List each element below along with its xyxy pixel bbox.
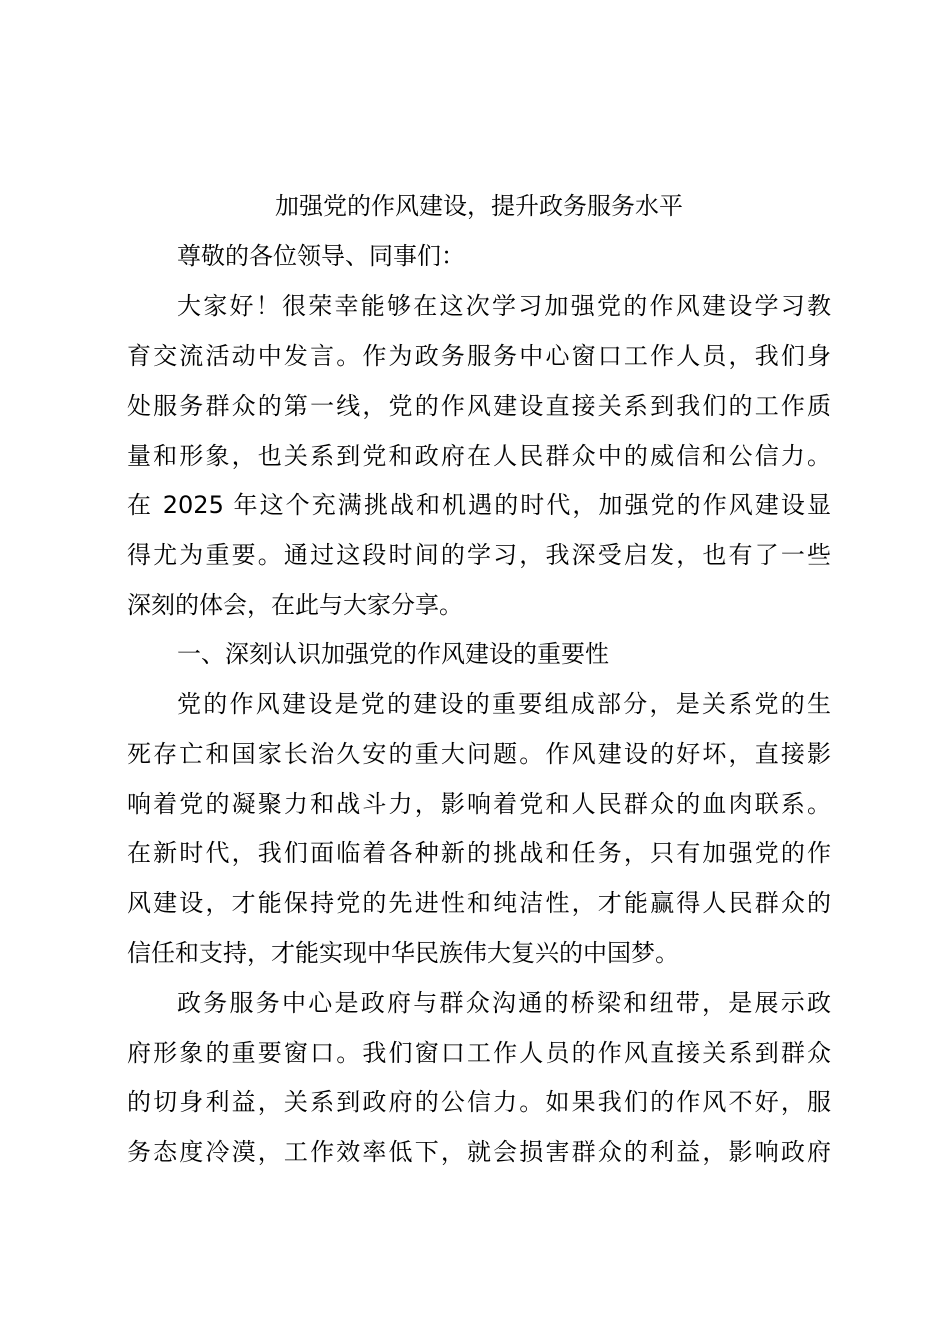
- document-title: 加强党的作风建设，提升政务服务水平: [275, 192, 683, 220]
- section-paragraph-2-line-2: 府形象的重要窗口。我们窗口工作人员的作风直接关系到群众: [127, 1039, 831, 1067]
- paragraph-1-line-5: 在 2025 年这个充满挑战和机遇的时代，加强党的作风建设显: [127, 491, 831, 519]
- section-heading: 一、深刻认识加强党的作风建设的重要性: [177, 640, 609, 668]
- section-paragraph-1-line-1: 党的作风建设是党的建设的重要组成部分，是关系党的生: [177, 690, 831, 718]
- paragraph-1-line-3: 处服务群众的第一线，党的作风建设直接关系到我们的工作质: [127, 392, 831, 420]
- paragraph-1-line-4: 量和形象，也关系到党和政府在人民群众中的威信和公信力。: [127, 442, 831, 470]
- section-paragraph-2-line-4: 务态度冷漠，工作效率低下，就会损害群众的利益，影响政府: [127, 1138, 831, 1166]
- paragraph-1-line-2: 育交流活动中发言。作为政务服务中心窗口工作人员，我们身: [127, 342, 831, 370]
- section-paragraph-1-line-3: 响着党的凝聚力和战斗力，影响着党和人民群众的血肉联系。: [127, 790, 831, 818]
- section-paragraph-1-line-5: 风建设，才能保持党的先进性和纯洁性，才能赢得人民群众的: [127, 889, 831, 917]
- paragraph-1-line-1: 大家好！很荣幸能够在这次学习加强党的作风建设学习教: [177, 292, 831, 320]
- section-paragraph-2-line-1: 政务服务中心是政府与群众沟通的桥梁和纽带，是展示政: [177, 989, 831, 1017]
- paragraph-1-line-6: 得尤为重要。通过这段时间的学习，我深受启发，也有了一些: [127, 541, 831, 569]
- salutation: 尊敬的各位领导、同事们：: [177, 242, 465, 270]
- section-paragraph-1-line-2: 死存亡和国家长治久安的重大问题。作风建设的好坏，直接影: [127, 740, 831, 768]
- section-paragraph-2-line-3: 的切身利益，关系到政府的公信力。如果我们的作风不好，服: [127, 1088, 831, 1116]
- paragraph-1-line-7: 深刻的体会，在此与大家分享。: [127, 591, 463, 619]
- section-paragraph-1-line-4: 在新时代，我们面临着各种新的挑战和任务，只有加强党的作: [127, 839, 831, 867]
- section-paragraph-1-line-6: 信任和支持，才能实现中华民族伟大复兴的中国梦。: [127, 939, 679, 967]
